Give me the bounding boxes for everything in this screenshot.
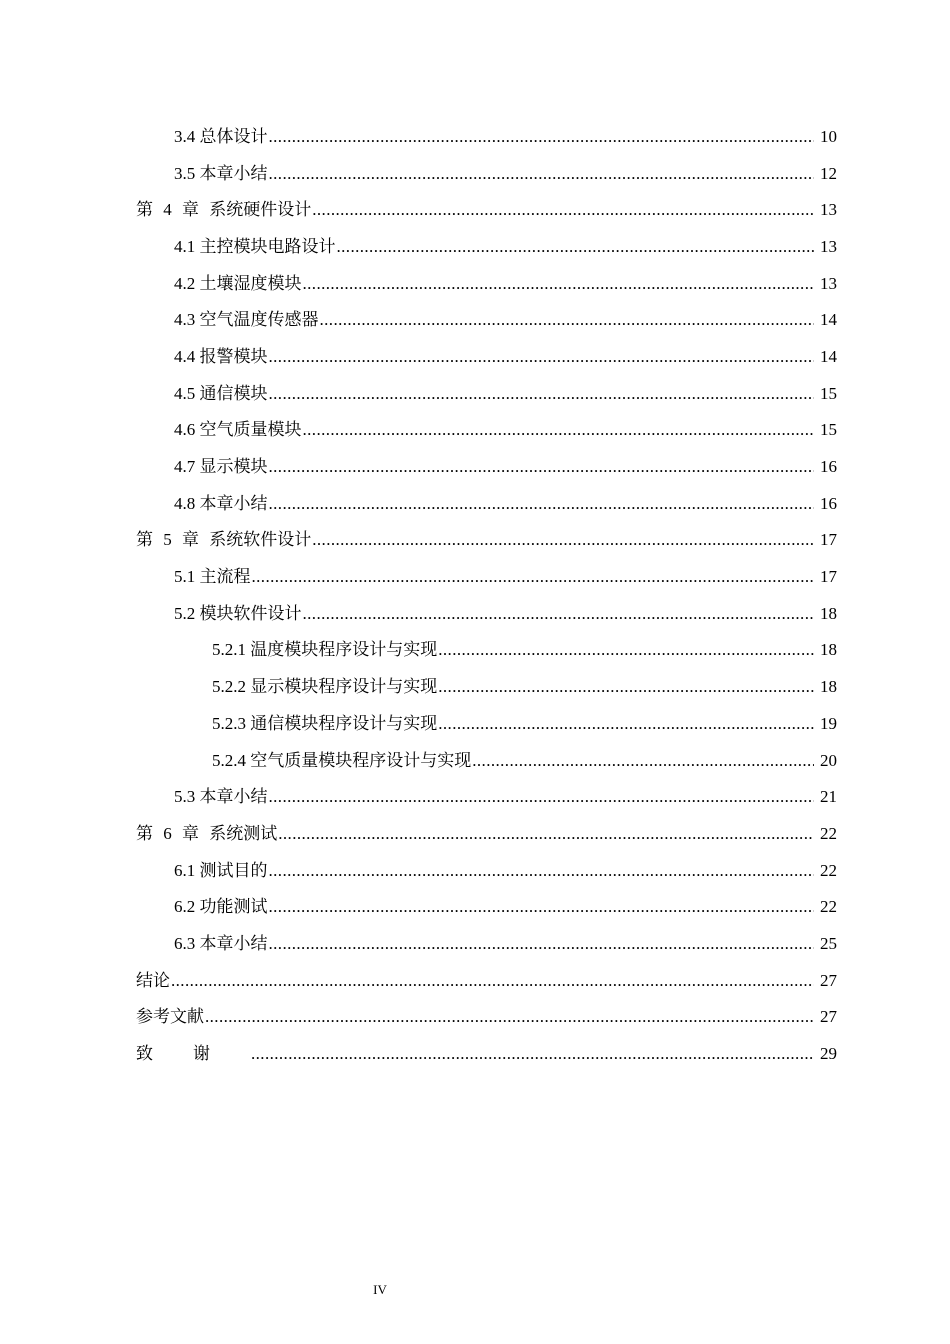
toc-entry-page: 27 (820, 970, 837, 990)
toc-entry-page: 25 (820, 933, 837, 953)
toc-entry-5-2-3[interactable] (0, 705, 950, 742)
toc-dot-leader (269, 788, 815, 805)
toc-dot-leader (269, 862, 815, 879)
page-number: IV (373, 1282, 387, 1297)
toc-dot-leader (171, 972, 814, 989)
toc-entry-page: 10 (820, 126, 837, 146)
toc-entry-title: 4.3 空气温度传感器 (174, 310, 319, 330)
toc-entry-page: 18 (820, 603, 837, 623)
toc-entry-title: 4.5 通信模块 (174, 383, 268, 403)
toc-entry-title: 5.2.1 温度模块程序设计与实现 (212, 640, 438, 660)
toc-dot-leader (269, 935, 815, 952)
toc-entry-5-2-4[interactable] (0, 742, 950, 779)
toc-entry-title: 5.2.3 通信模块程序设计与实现 (212, 713, 438, 733)
toc-entry-title: 第 4 章 系统硬件设计 (136, 200, 312, 220)
toc-entry-5-2[interactable] (0, 595, 950, 632)
toc-entry-5-2-1[interactable] (0, 632, 950, 669)
toc-entry-page: 15 (820, 420, 837, 440)
toc-dot-leader (303, 605, 815, 622)
toc-entry-4-7[interactable] (0, 448, 950, 485)
toc-dot-leader (438, 715, 814, 732)
toc-entry-title: 4.6 空气质量模块 (174, 420, 302, 440)
toc-entry-page: 16 (820, 493, 837, 513)
toc-entry-title: 第 5 章 系统软件设计 (136, 530, 312, 550)
toc-dot-leader (269, 495, 815, 512)
toc-entry-title: 参考文献 (136, 1007, 204, 1027)
toc-entry-page: 22 (820, 823, 837, 843)
toc-entry-chapter-5[interactable] (0, 522, 950, 559)
toc-entry-6-2[interactable] (0, 888, 950, 925)
toc-dot-leader (337, 238, 815, 255)
toc-entry-3-4[interactable] (0, 118, 950, 155)
table-of-contents (0, 118, 950, 1072)
toc-dot-leader (438, 678, 814, 695)
toc-dot-leader (472, 752, 814, 769)
toc-dot-leader (269, 348, 815, 365)
toc-dot-leader (320, 311, 815, 328)
toc-entry-title: 第 6 章 系统测试 (136, 823, 278, 843)
toc-entry-6-1[interactable] (0, 852, 950, 889)
toc-entry-5-1[interactable] (0, 558, 950, 595)
toc-entry-4-1[interactable] (0, 228, 950, 265)
toc-entry-title: 4.2 土壤湿度模块 (174, 273, 302, 293)
toc-dot-leader (312, 201, 814, 218)
toc-entry-chapter-4[interactable] (0, 191, 950, 228)
toc-entry-page: 27 (820, 1007, 837, 1027)
toc-entry-title: 4.8 本章小结 (174, 493, 268, 513)
toc-entry-title: 6.3 本章小结 (174, 933, 268, 953)
toc-entry-page: 19 (820, 713, 837, 733)
toc-entry-title: 5.2.2 显示模块程序设计与实现 (212, 677, 438, 697)
toc-entry-title: 5.3 本章小结 (174, 787, 268, 807)
toc-entry-references[interactable] (0, 999, 950, 1036)
toc-entry-page: 29 (820, 1044, 837, 1064)
toc-dot-leader (269, 898, 815, 915)
toc-dot-leader (252, 568, 815, 585)
toc-entry-title: 4.4 报警模块 (174, 346, 268, 366)
toc-entry-title: 3.5 本章小结 (174, 163, 268, 183)
toc-entry-title: 3.4 总体设计 (174, 126, 268, 146)
toc-entry-page: 13 (820, 273, 837, 293)
toc-entry-page: 14 (820, 346, 837, 366)
toc-entry-page: 22 (820, 860, 837, 880)
toc-entry-4-5[interactable] (0, 375, 950, 412)
toc-entry-5-2-2[interactable] (0, 668, 950, 705)
toc-entry-page: 14 (820, 310, 837, 330)
toc-entry-title: 4.1 主控模块电路设计 (174, 236, 336, 256)
toc-entry-page: 20 (820, 750, 837, 770)
toc-entry-3-5[interactable] (0, 155, 950, 192)
toc-entry-title: 4.7 显示模块 (174, 457, 268, 477)
toc-entry-title: 5.2 模块软件设计 (174, 603, 302, 623)
toc-dot-leader (269, 458, 815, 475)
toc-entry-conclusion[interactable] (0, 962, 950, 999)
toc-entry-title: 6.2 功能测试 (174, 897, 268, 917)
toc-dot-leader (269, 385, 815, 402)
toc-entry-acknowledgements[interactable] (0, 1035, 950, 1072)
toc-dot-leader (312, 531, 814, 548)
toc-entry-4-6[interactable] (0, 412, 950, 449)
toc-entry-title: 结论 (136, 970, 170, 990)
toc-entry-page: 15 (820, 383, 837, 403)
toc-entry-page: 13 (820, 200, 837, 220)
toc-entry-title: 致谢 (136, 1044, 250, 1064)
toc-entry-page: 18 (820, 640, 837, 660)
toc-entry-page: 13 (820, 236, 837, 256)
toc-entry-page: 16 (820, 457, 837, 477)
toc-dot-leader (303, 421, 815, 438)
toc-entry-page: 18 (820, 677, 837, 697)
toc-entry-page: 17 (820, 567, 837, 587)
toc-entry-chapter-6[interactable] (0, 815, 950, 852)
toc-dot-leader (278, 825, 814, 842)
toc-dot-leader (303, 275, 815, 292)
toc-entry-6-3[interactable] (0, 925, 950, 962)
toc-entry-title: 5.2.4 空气质量模块程序设计与实现 (212, 750, 472, 770)
toc-entry-title: 5.1 主流程 (174, 567, 251, 587)
toc-entry-page: 12 (820, 163, 837, 183)
toc-dot-leader (269, 128, 815, 145)
toc-entry-4-2[interactable] (0, 265, 950, 302)
toc-entry-page: 21 (820, 787, 837, 807)
toc-entry-4-4[interactable] (0, 338, 950, 375)
toc-dot-leader (438, 641, 814, 658)
toc-entry-page: 22 (820, 897, 837, 917)
toc-entry-page: 17 (820, 530, 837, 550)
toc-entry-5-3[interactable] (0, 778, 950, 815)
toc-entry-4-8[interactable] (0, 485, 950, 522)
toc-dot-leader (251, 1045, 814, 1062)
toc-dot-leader (269, 165, 815, 182)
toc-dot-leader (205, 1008, 814, 1025)
toc-entry-title: 6.1 测试目的 (174, 860, 268, 880)
toc-entry-4-3[interactable] (0, 301, 950, 338)
